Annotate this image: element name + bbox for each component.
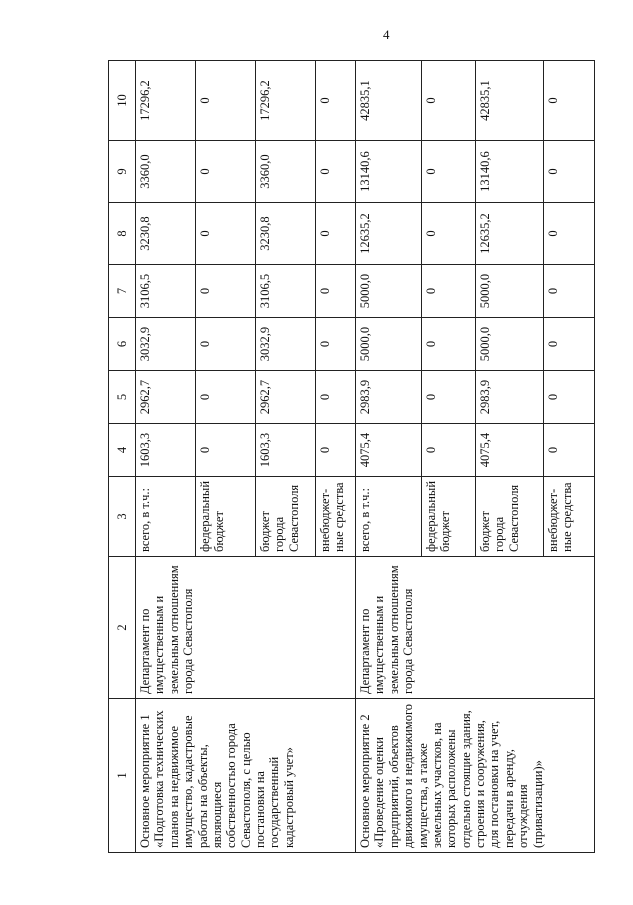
value-cell: 0 [316, 141, 356, 203]
value-cell: 5000,0 [356, 318, 422, 371]
value-cell: 0 [422, 371, 476, 424]
table-row [356, 61, 422, 853]
col-header: 10 [109, 61, 136, 141]
value-cell: 4075,4 [476, 424, 544, 477]
measure-name: Основное мероприятие 2 «Проведение оценки предприятий, объектов движимого и недвижимого имущества, а также земельных участков, на которых расположены отдельно стоящие здания, строения и сооружения, для постановки на учет, передачи в аренду, отчуждения (приватизации)» [356, 699, 595, 853]
value-cell: 0 [196, 424, 256, 477]
executor-name: Департамент по имущественным и земельным отношениям города Севастополя [136, 557, 356, 699]
value-cell: 13140,6 [356, 141, 422, 203]
col-header: 8 [109, 203, 136, 265]
value-cell: 0 [316, 318, 356, 371]
value-cell: 0 [316, 371, 356, 424]
funding-source: внебюджет-ные средства [544, 477, 595, 557]
value-cell: 13140,6 [476, 141, 544, 203]
value-cell: 3106,5 [256, 265, 316, 318]
value-cell: 2962,7 [256, 371, 316, 424]
value-cell: 1603,3 [136, 424, 196, 477]
value-cell: 5000,0 [476, 265, 544, 318]
value-cell: 0 [422, 141, 476, 203]
value-cell: 0 [544, 318, 595, 371]
value-cell: 3106,5 [136, 265, 196, 318]
funding-source: федеральный бюджет [422, 477, 476, 557]
funding-source: федеральный бюджет [196, 477, 256, 557]
value-cell: 0 [196, 61, 256, 141]
value-cell: 3032,9 [256, 318, 316, 371]
page-number: 4 [383, 27, 390, 42]
value-cell: 42835,1 [476, 61, 544, 141]
funding-source: всего, в т.ч.: [136, 477, 196, 557]
value-cell: 3230,8 [256, 203, 316, 265]
value-cell: 17296,2 [256, 61, 316, 141]
value-cell: 5000,0 [356, 265, 422, 318]
value-cell: 2983,9 [356, 371, 422, 424]
value-cell: 3360,0 [136, 141, 196, 203]
col-header: 3 [109, 477, 136, 557]
value-cell: 0 [316, 424, 356, 477]
value-cell: 0 [544, 265, 595, 318]
col-header: 6 [109, 318, 136, 371]
value-cell: 0 [544, 203, 595, 265]
executor-name: Департамент по имущественным и земельным отношениям города Севастополя [356, 557, 595, 699]
value-cell: 0 [544, 371, 595, 424]
value-cell: 0 [422, 203, 476, 265]
value-cell: 12635,2 [476, 203, 544, 265]
value-cell: 0 [316, 61, 356, 141]
col-header: 2 [109, 557, 136, 699]
funding-source: бюджет города Севастополя [476, 477, 544, 557]
col-header: 7 [109, 265, 136, 318]
value-cell: 0 [316, 265, 356, 318]
value-cell: 4075,4 [356, 424, 422, 477]
funding-source: бюджет города Севастополя [256, 477, 316, 557]
value-cell: 2983,9 [476, 371, 544, 424]
value-cell: 0 [544, 141, 595, 203]
measure-name: Основное мероприятие 1 «Подготовка технических планов на недвижимое имущество, кадастровые работы на объекты, являющиеся собственностью города Севастополя, с целью постановки на государственный кадастровый учет» [136, 699, 356, 853]
value-cell: 0 [544, 424, 595, 477]
col-header: 1 [109, 699, 136, 853]
col-header: 5 [109, 371, 136, 424]
value-cell: 5000,0 [476, 318, 544, 371]
value-cell: 0 [422, 265, 476, 318]
value-cell: 0 [544, 61, 595, 141]
header-row [109, 61, 136, 853]
value-cell: 0 [196, 203, 256, 265]
funding-table [108, 60, 595, 853]
rotated-table-area [108, 61, 575, 853]
value-cell: 3230,8 [136, 203, 196, 265]
value-cell: 12635,2 [356, 203, 422, 265]
value-cell: 0 [422, 424, 476, 477]
value-cell: 0 [316, 203, 356, 265]
value-cell: 0 [196, 141, 256, 203]
funding-source: внебюджет-ные средства [316, 477, 356, 557]
value-cell: 0 [196, 265, 256, 318]
value-cell: 0 [422, 61, 476, 141]
value-cell: 0 [196, 371, 256, 424]
value-cell: 42835,1 [356, 61, 422, 141]
value-cell: 17296,2 [136, 61, 196, 141]
value-cell: 2962,7 [136, 371, 196, 424]
value-cell: 0 [422, 318, 476, 371]
value-cell: 3360,0 [256, 141, 316, 203]
table-row [136, 61, 196, 853]
value-cell: 3032,9 [136, 318, 196, 371]
col-header: 4 [109, 424, 136, 477]
funding-source: всего, в т.ч.: [356, 477, 422, 557]
value-cell: 0 [196, 318, 256, 371]
value-cell: 1603,3 [256, 424, 316, 477]
col-header: 9 [109, 141, 136, 203]
